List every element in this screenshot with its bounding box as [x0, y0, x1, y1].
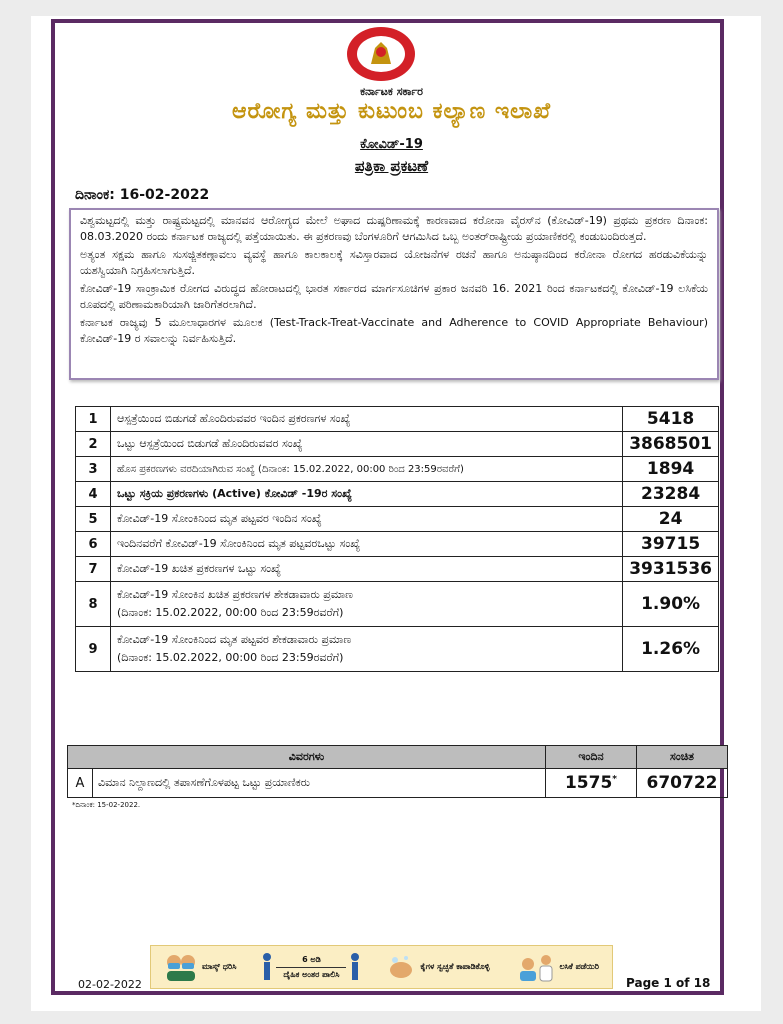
department-title: ಆರೋಗ್ಯ ಮತ್ತು ಕುಟುಂಬ ಕಲ್ಯಾಣ ಇಲಾಖೆ [231, 99, 552, 124]
vaccination-icon [516, 952, 556, 982]
hand-wash-icon [386, 952, 416, 982]
row-label-line: ಕೋವಿಡ್-19 ಸೋಂಕಿನಿಂದ ಮೃತ ಪಟ್ಟವರ ಶೇಕಡಾವಾರು ಪ್ರಮಾಣ [117, 633, 352, 646]
row-value: 39715 [623, 532, 719, 557]
table-row [76, 507, 719, 532]
person-icon [350, 952, 360, 982]
press-release-heading: ಪತ್ರಿಕಾ ಪ್ರಕಟಣೆ [354, 157, 429, 175]
row-id: A [68, 769, 93, 798]
row-value: 3931536 [623, 557, 719, 582]
row-label-date: (ದಿನಾಂಕ: 15.02.2022, 00:00 ರಿಂದ 23:59ರವರೆಗೆ) [117, 651, 344, 664]
row-number: 6 [76, 532, 111, 557]
table-row [68, 769, 728, 798]
row-label [111, 582, 623, 627]
row-label: ಹೊಸ ಪ್ರಕರಣಗಳು ವರದಿಯಾಗಿರುವ ಸಂಖ್ಯೆ (ದಿನಾಂಕ: 15.02.2022, 00:00 ರಿಂದ 23:59ರವರೆಗೆ) [111, 457, 623, 482]
banner-hands-text: ಕೈಗಳ ಸ್ವಚ್ಛತೆ ಕಾಪಾಡಿಕೊಳ್ಳಿ [420, 962, 490, 971]
airport-screening-table [67, 745, 728, 798]
row-label: ಕೋವಿಡ್-19 ಸೋಂಕಿನಿಂದ ಮೃತ ಪಟ್ಟವರ ಇಂದಿನ ಸಂಖ್ಯೆ [111, 507, 623, 532]
table-row [76, 557, 719, 582]
header-today: ಇಂದಿನ [546, 746, 637, 769]
mask-people-icon [164, 952, 198, 982]
table-header-row [68, 746, 728, 769]
table-row [76, 407, 719, 432]
intro-paragraph: ಅತ್ಯಂತ ಸಕ್ಷಮ ಹಾಗೂ ಸುಸಜ್ಜಿತಕಣ್ಗಾವಲು ವ್ಯವಸ್ಥೆ ಹಾಗೂ ಕಾಲಕಾಲಕ್ಕೆ ಸವಿಸ್ತಾರವಾದ ಯೋಜನೆಗಳ ರಚನೆ ಹಾಗೂ ಅನುಷ್ಠಾನದಿಂದ ಕರೋನಾ ರೋಗದ ಹರಡುವಿಕೆಯನ್ನು ಯಶಸ್ವಿಯಾಗಿ ನಿಗ್ರಹಿಸಲಾಗುತ್ತಿದೆ. [80, 248, 708, 277]
row-value: 5418 [623, 407, 719, 432]
row-value: 24 [623, 507, 719, 532]
row-value: 1.26% [623, 627, 719, 672]
table-row [76, 482, 719, 507]
row-today [546, 769, 637, 798]
row-label-date: (ದಿನಾಂಕ: 15.02.2022, 00:00 ರಿಂದ 23:59ರವರೆಗೆ) [117, 606, 344, 619]
header-details: ವಿವರಗಳು [68, 746, 546, 769]
table-row [76, 457, 719, 482]
safety-banner [150, 945, 613, 989]
banner-distance-text: ದೈಹಿಕ ಅಂತರ ಪಾಲಿಸಿ [283, 969, 340, 979]
row-number: 3 [76, 457, 111, 482]
banner-mask [164, 952, 236, 982]
government-name: ಕರ್ನಾಟಕ ಸರ್ಕಾರ [360, 85, 423, 98]
row-number: 4 [76, 482, 111, 507]
row-total: 670722 [637, 769, 728, 798]
covid-heading: ಕೋವಿಡ್-19 [360, 137, 423, 152]
banner-vaccine-text: ಲಸಿಕೆ ಪಡೆಯಿರಿ [559, 962, 599, 971]
banner-vaccine [516, 952, 600, 982]
karnataka-seal-logo [345, 26, 417, 82]
footer-date: 02-02-2022 [78, 978, 142, 991]
header-total: ಸಂಚಿತ [637, 746, 728, 769]
row-value: 1.90% [623, 582, 719, 627]
row-label [111, 627, 623, 672]
intro-paragraph: ಕರ್ನಾಟಕ ರಾಜ್ಯವು 5 ಮೂಲಾಧಾರಗಳ ಮೂಲಕ (Test-Track-Treat-Vaccinate and Adherence to COVID Appropriate Behaviour) ಕೋವಿಡ್-19 ರ ಸವಾಲನ್ನು ನಿರ್ವಹಿಸುತ್ತಿದೆ. [80, 316, 708, 345]
row-number: 1 [76, 407, 111, 432]
person-icon [262, 952, 272, 982]
table-footnote: *ದಿನಾಂಕ: 15-02-2022. [72, 801, 141, 809]
row-value: 1894 [623, 457, 719, 482]
row-number: 2 [76, 432, 111, 457]
row-number: 5 [76, 507, 111, 532]
row-number: 8 [76, 582, 111, 627]
table-row [76, 627, 719, 672]
intro-paragraph: ಕೋವಿಡ್-19 ಸಾಂಕ್ರಾಮಿಕ ರೋಗದ ವಿರುದ್ಧದ ಹೋರಾಟದಲ್ಲಿ ಭಾರತ ಸರ್ಕಾರದ ಮಾರ್ಗಸೂಚಿಗಳ ಪ್ರಕಾರ ಜನವರಿ 16. 2021 ರಿಂದ ಕರ್ನಾಟಕದಲ್ಲಿ ಕೋವಿಡ್-19 ಲಸಿಕೆಯ ರೂಪದಲ್ಲಿ ಪರಿಣಾಮಕಾರಿಯಾಗಿ ಜಾರಿಗೆತರಲಾಗಿದೆ. [80, 282, 708, 311]
today-value: 1575 [564, 773, 613, 793]
intro-box [69, 208, 719, 380]
stats-table [75, 406, 719, 672]
row-label: ಒಟ್ಟು ಆಸ್ಪತ್ರೆಯಿಂದ ಬಿಡುಗಡೆ ಹೊಂದಿರುವವರ ಸಂಖ್ಯೆ [111, 432, 623, 457]
row-label: ಇಂದಿನವರೆಗೆ ಕೋವಿಡ್-19 ಸೋಂಕಿನಿಂದ ಮೃತ ಪಟ್ಟವರಒಟ್ಟು ಸಂಖ್ಯೆ [111, 532, 623, 557]
row-number: 7 [76, 557, 111, 582]
document-date: ದಿನಾಂಕ: 16-02-2022 [75, 187, 210, 203]
intro-paragraph: ವಿಶ್ವಮಟ್ಟದಲ್ಲಿ ಮತ್ತು ರಾಷ್ಟ್ರಮಟ್ಟದಲ್ಲಿ ಮಾನವನ ಆರೋಗ್ಯದ ಮೇಲೆ ಅಘಾದ ದುಷ್ಪರಿಣಾಮಕ್ಕೆ ಕಾರಣವಾದ ಕರೋನಾ ವೈರಸ್‌ನ (ಕೋವಿಡ್-19) ಪ್ರಥಮ ಪ್ರಕರಣ ದಿನಾಂಕ: 08.03.2020 ರಂದು ಕರ್ನಾಟಕ ರಾಜ್ಯದಲ್ಲಿ ಪತ್ತೆಯಾಯಿತು. ಈ ಪ್ರಕರಣವು ಬೆಂಗಳೂರಿಗೆ ಆಗಮಿಸಿದ ಒಬ್ಬ ಅಂತರ್‌ರಾಷ್ಟ್ರೀಯ ಪ್ರಯಾಣಿಕರಲ್ಲಿ ಕಂಡುಬಂದಿರುತ್ತದೆ. [80, 214, 708, 243]
table-row [76, 532, 719, 557]
banner-mask-text: ಮಾಸ್ಕ್ ಧರಿಸಿ [201, 962, 237, 971]
distance-arrow-icon [276, 967, 346, 968]
row-value: 3868501 [623, 432, 719, 457]
row-label-line: ಕೋವಿಡ್-19 ಸೋಂಕಿನ ಖಚಿತ ಪ್ರಕರಣಗಳ ಶೇಕಡಾವಾರು ಪ್ರಮಾಣ [117, 588, 353, 601]
table-row [76, 432, 719, 457]
table-row [76, 582, 719, 627]
row-label: ಕೋವಿಡ್-19 ಖಚಿತ ಪ್ರಕರಣಗಳ ಒಟ್ಟು ಸಂಖ್ಯೆ [111, 557, 623, 582]
row-label: ಆಸ್ಪತ್ರೆಯಿಂದ ಬಿಡುಗಡೆ ಹೊಂದಿರುವವರ ಇಂದಿನ ಪ್ರಕರಣಗಳ ಸಂಖ್ಯೆ [111, 407, 623, 432]
row-label: ಒಟ್ಟು ಸಕ್ರಿಯ ಪ್ರಕರಣಗಳು (Active) ಕೋವಿಡ್ -19ರ ಸಂಖ್ಯೆ [111, 482, 623, 507]
row-label: ವಿಮಾನ ನಿಲ್ದಾಣದಲ್ಲಿ ತಪಾಸಣೆಗೊಳಪಟ್ಟ ಒಟ್ಟು ಪ್ರಯಾಣಿಕರು [93, 769, 546, 798]
banner-distance [262, 952, 360, 982]
page-number: Page 1 of 18 [626, 976, 711, 990]
row-value: 23284 [623, 482, 719, 507]
banner-hands [386, 952, 489, 982]
banner-distance-feet: 6 ಅಡಿ [302, 954, 321, 964]
row-number: 9 [76, 627, 111, 672]
footnote-mark: * [612, 774, 618, 785]
